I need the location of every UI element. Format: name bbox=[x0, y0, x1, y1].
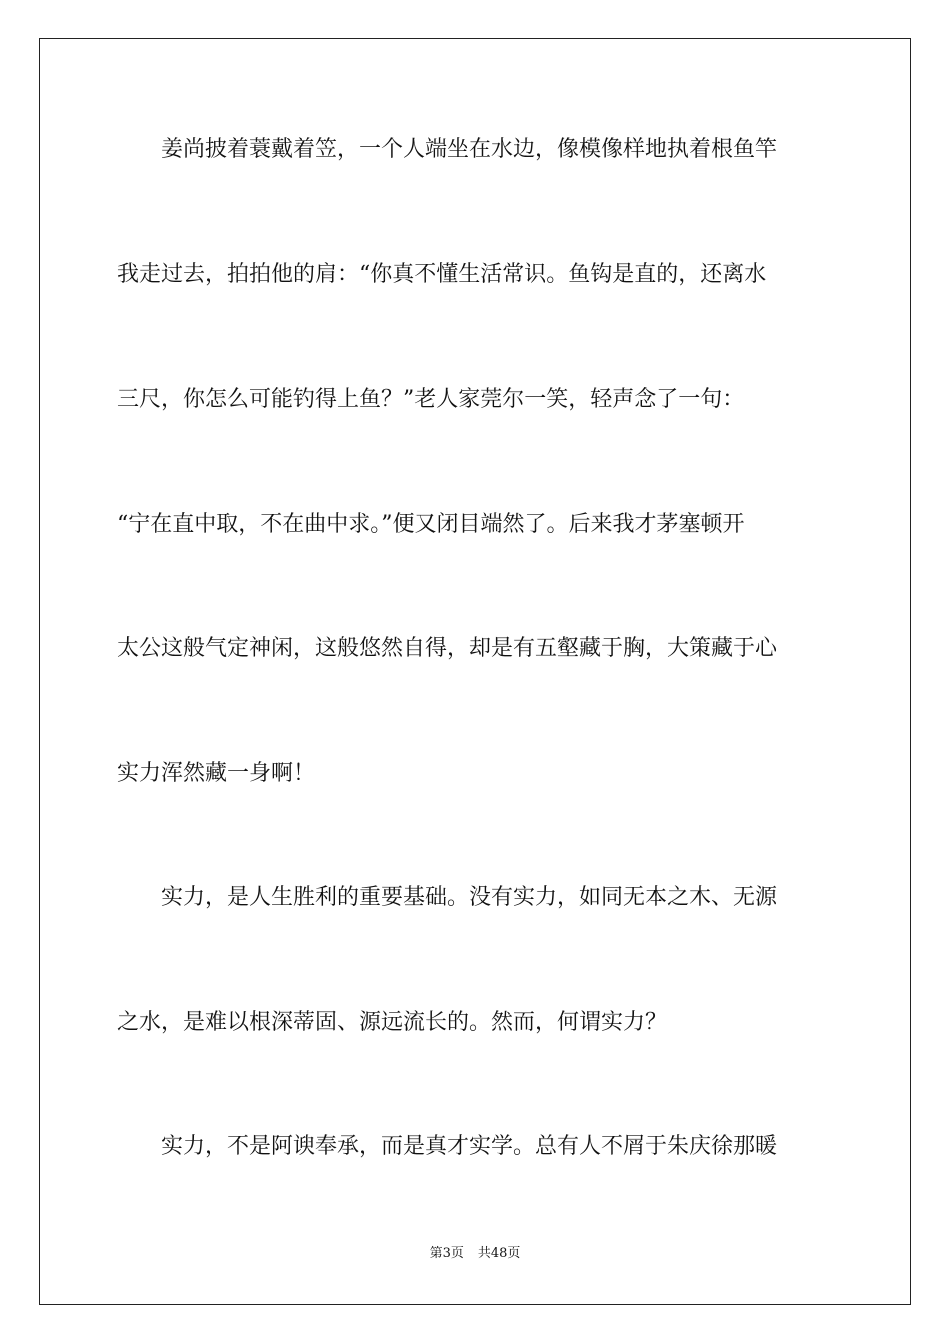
page-border bbox=[39, 38, 911, 1305]
text-line-3: 三尺，你怎么可能钓得上鱼？”老人家莞尔一笑，轻声念了一句： bbox=[117, 387, 745, 412]
text-line-5: 太公这般气定神闲，这般悠然自得，却是有五壑藏于胸，大策藏于心 bbox=[117, 636, 778, 661]
text-line-1: 姜尚披着蓑戴着笠，一个人端坐在水边，像模像样地执着根鱼竿 bbox=[117, 137, 778, 162]
page-footer bbox=[0, 1246, 950, 1262]
text-line-7: 实力，是人生胜利的重要基础。没有实力，如同无本之木、无源 bbox=[117, 885, 778, 910]
page-number: 第3页 bbox=[429, 1246, 464, 1261]
total-pages: 共48页 bbox=[477, 1246, 521, 1261]
text-line-8: 之水，是难以根深蒂固、源远流长的。然而，何谓实力？ bbox=[117, 1010, 668, 1035]
text-line-9: 实力，不是阿谀奉承，而是真才实学。总有人不屑于朱庆徐那暖 bbox=[117, 1134, 778, 1159]
text-line-2: 我走过去，拍拍他的肩：“你真不懂生活常识。鱼钩是直的，还离水 bbox=[117, 262, 767, 287]
text-line-4: “宁在直中取，不在曲中求。”便又闭目端然了。后来我才茅塞顿开 bbox=[117, 512, 745, 537]
text-line-6: 实力浑然藏一身啊！ bbox=[117, 761, 316, 786]
